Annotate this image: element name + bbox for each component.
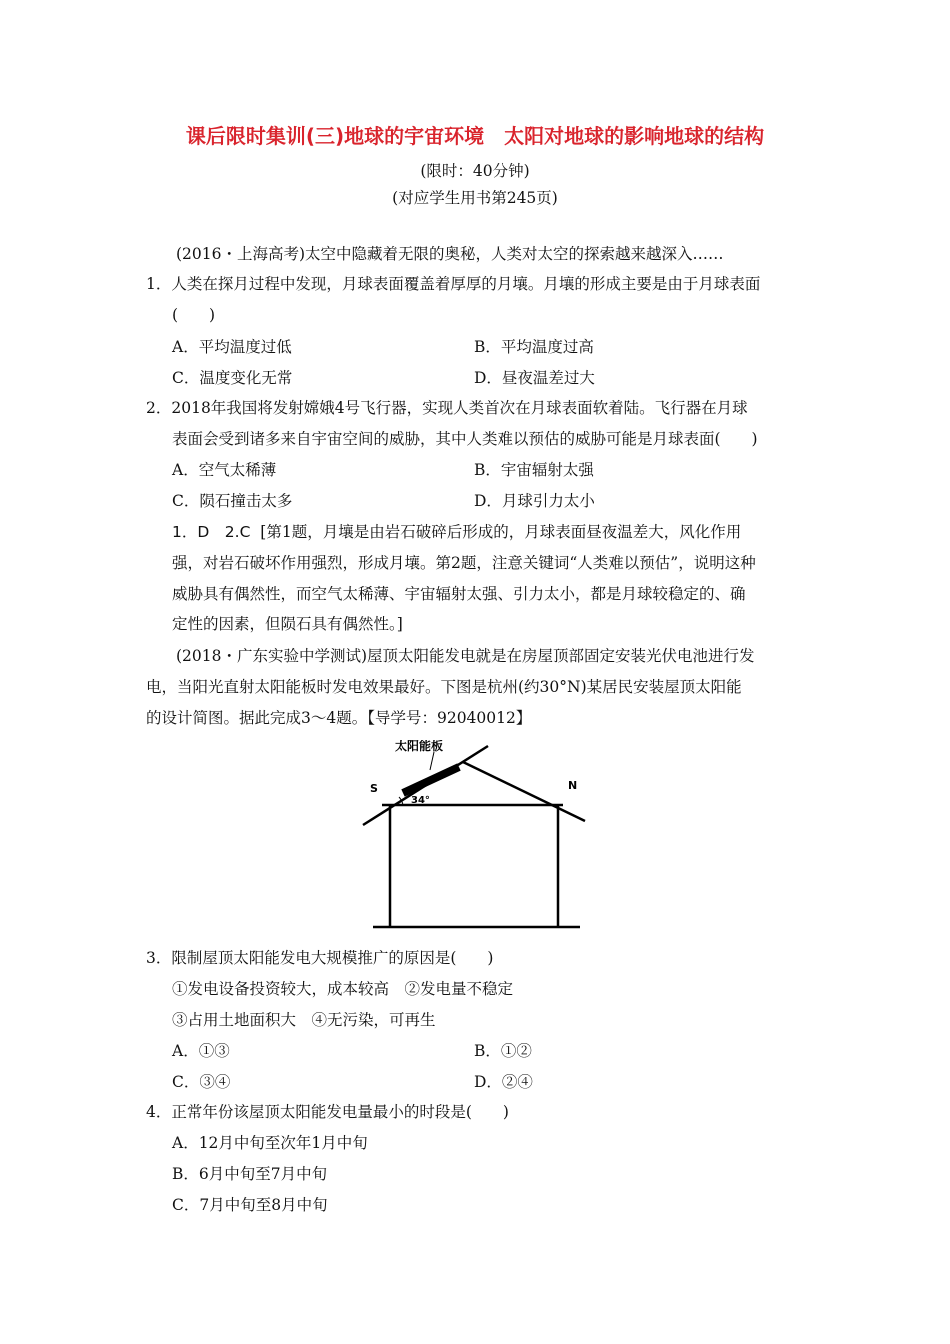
group2-intro-line1: (2018・广东实验中学测试)屋顶太阳能发电就是在房屋顶部固定安装光伏电池进行发 xyxy=(176,647,755,665)
q2-option-c: C．陨石撞击太多 xyxy=(172,492,293,510)
q3-option-d: D．②④ xyxy=(474,1073,533,1091)
q1-stem-line2: ( ) xyxy=(172,306,216,324)
roof-right-slope xyxy=(463,762,585,821)
answer-explanation-line4: 定性的因素，但陨石具有偶然性。] xyxy=(172,615,403,633)
page-title: 课后限时集训(三)地球的宇宙环境 太阳对地球的影响地球的结构 xyxy=(185,124,765,148)
answer-key-1: 1．D 2.C xyxy=(172,523,251,541)
answer-block-1 xyxy=(172,521,741,543)
house-solar-panel-diagram xyxy=(355,740,600,935)
q4-option-c: C．7月中旬至8月中旬 xyxy=(172,1196,328,1214)
answer-explanation-line1: [第1题，月壤是由岩石破碎后形成的，月球表面昼夜温差大，风化作用 xyxy=(260,523,742,541)
q3-option-c: C．③④ xyxy=(172,1073,231,1091)
q3-option-b: B．①② xyxy=(474,1042,532,1060)
q4-stem: 4．正常年份该屋顶太阳能发电量最小的时段是( ) xyxy=(146,1103,509,1121)
solar-panel xyxy=(403,767,459,793)
answer-explanation-line3: 威胁具有偶然性，而空气太稀薄、宇宙辐射太强、引力太小，都是月球较稳定的、确 xyxy=(172,585,746,603)
north-label: N xyxy=(568,779,578,792)
q4-option-a: A．12月中旬至次年1月中旬 xyxy=(172,1134,368,1152)
q1-option-b: B．平均温度过高 xyxy=(474,338,594,356)
angle-label: 34° xyxy=(411,795,430,806)
panel-pointer xyxy=(430,752,434,770)
q3-option-a: A．①③ xyxy=(172,1042,230,1060)
group2-intro-line2: 电，当阳光直射太阳能板时发电效果最好。下图是杭州(约30°N)某居民安装屋顶太阳能 xyxy=(146,678,742,696)
q2-option-d: D．月球引力太小 xyxy=(474,492,595,510)
solar-panel-label: 太阳能板 xyxy=(395,740,444,753)
q3-statements-line2: ③占用土地面积大 ④无污染，可再生 xyxy=(172,1011,436,1029)
q3-statements-line1: ①发电设备投资较大，成本较高 ②发电量不稳定 xyxy=(172,980,514,998)
answer-explanation-line2: 强，对岩石破坏作用强烈，形成月壤。第2题，注意关键词“人类难以预估”，说明这种 xyxy=(172,554,756,572)
group1-intro: (2016・上海高考)太空中隐藏着无限的奥秘，人类对太空的探索越来越深入…… xyxy=(176,245,724,263)
group2-intro-line3: 的设计简图。据此完成3～4题。【导学号：92040012】 xyxy=(146,709,532,727)
q2-option-a: A．空气太稀薄 xyxy=(172,461,277,479)
q2-stem-line2: 表面会受到诸多来自宇宙空间的威胁，其中人类难以预估的威胁可能是月球表面( ) xyxy=(172,430,758,448)
time-limit: (限时：40分钟) xyxy=(420,162,530,180)
q1-option-d: D．昼夜温差过大 xyxy=(474,369,595,387)
south-label: S xyxy=(370,782,378,795)
q3-stem: 3．限制屋顶太阳能发电大规模推广的原因是( ) xyxy=(146,949,494,967)
q4-option-b: B．6月中旬至7月中旬 xyxy=(172,1165,328,1183)
q2-option-b: B．宇宙辐射太强 xyxy=(474,461,594,479)
q1-option-a: A．平均温度过低 xyxy=(172,338,292,356)
q1-option-c: C．温度变化无常 xyxy=(172,369,293,387)
q1-stem-line1: 1．人类在探月过程中发现，月球表面覆盖着厚厚的月壤。月壤的形成主要是由于月球表面 xyxy=(146,275,761,293)
q2-stem-line1: 2．2018年我国将发射嫦娥4号飞行器，实现人类首次在月球表面软着陆。飞行器在月球 xyxy=(146,399,748,417)
book-reference: (对应学生用书第245页) xyxy=(392,189,558,207)
